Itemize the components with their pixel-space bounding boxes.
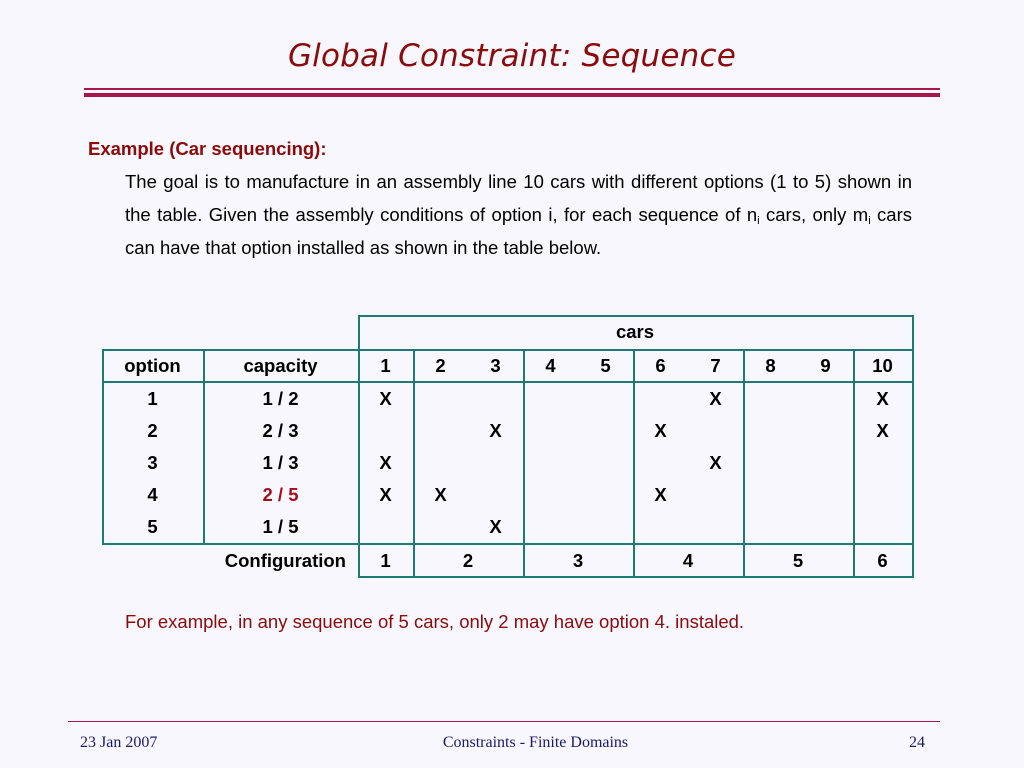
option-4: 4 <box>147 484 158 505</box>
slide-title: Global Constraint: Sequence <box>287 38 737 74</box>
mark-option-1-car-7: X <box>709 388 722 409</box>
mark-option-1-car-10: X <box>876 388 889 409</box>
mark-option-1-car-1: X <box>379 388 392 409</box>
title-rule-thin <box>84 88 940 90</box>
car-number-10: 10 <box>872 355 893 376</box>
car-number-3: 3 <box>490 355 501 376</box>
car-number-5: 5 <box>600 355 611 376</box>
capacity-header: capacity <box>243 355 318 376</box>
configuration-2: 2 <box>462 550 474 571</box>
configuration-4: 4 <box>682 550 694 571</box>
mark-option-3-car-1: X <box>379 452 392 473</box>
configuration-3: 3 <box>572 550 584 571</box>
cars-header: cars <box>615 321 655 342</box>
footer-title: Constraints - Finite Domains <box>442 734 629 751</box>
car-number-9: 9 <box>820 355 831 376</box>
paragraph-text-3: cars can have that option installed as shown in the table below. <box>125 204 913 258</box>
border-pair-1 <box>413 349 415 578</box>
car-number-6: 6 <box>655 355 666 376</box>
option-header: option <box>124 355 181 376</box>
border-pair-2 <box>523 349 525 578</box>
mark-option-5-car-3: X <box>489 516 502 537</box>
capacity-option-3: 1 / 3 <box>262 452 299 473</box>
car-number-2: 2 <box>435 355 446 376</box>
footer-page-number: 24 <box>909 734 925 751</box>
footer-date: 23 Jan 2007 <box>80 734 158 751</box>
capacity-option-4: 2 / 5 <box>262 484 299 505</box>
border-right <box>912 315 914 578</box>
car-number-1: 1 <box>380 355 391 376</box>
mark-option-2-car-10: X <box>876 420 889 441</box>
footer-rule <box>68 721 940 722</box>
border-pair-4 <box>743 349 745 578</box>
mark-option-3-car-7: X <box>709 452 722 473</box>
subscript-i-n: i <box>757 215 760 227</box>
mark-option-2-car-6: X <box>654 420 667 441</box>
mark-option-4-car-1: X <box>379 484 392 505</box>
capacity-option-1: 1 / 2 <box>262 388 299 409</box>
option-5: 5 <box>147 516 158 537</box>
mark-option-4-car-2: X <box>434 484 447 505</box>
title-rule-thick <box>84 93 940 97</box>
mark-option-4-car-6: X <box>654 484 667 505</box>
option-3: 3 <box>147 452 158 473</box>
configuration-label: Configuration <box>224 550 346 571</box>
example-heading: Example (Car sequencing): <box>88 138 327 159</box>
description-paragraph <box>125 165 912 264</box>
border-option-capacity <box>203 349 205 545</box>
mark-option-2-car-3: X <box>489 420 502 441</box>
capacity-option-5: 1 / 5 <box>262 516 299 537</box>
paragraph-text-1: The goal is to manufacture in an assembly line 10 cars with different options (1 to 5) shown in the table. Given the assembly conditions of option i, for each sequence of n <box>125 171 912 225</box>
capacity-option-2: 2 / 3 <box>262 420 299 441</box>
paragraph-text-2: cars, only m <box>759 204 869 225</box>
subscript-i-m: i <box>868 215 871 227</box>
border-pair-3 <box>633 349 635 578</box>
option-1: 1 <box>147 388 158 409</box>
car-number-4: 4 <box>545 355 556 376</box>
configuration-6: 6 <box>877 550 888 571</box>
configuration-1: 1 <box>380 550 391 571</box>
option-2: 2 <box>147 420 158 441</box>
car-number-7: 7 <box>710 355 721 376</box>
configuration-5: 5 <box>792 550 804 571</box>
example-footnote: For example, in any sequence of 5 cars, only 2 may have option 4. instaled. <box>125 611 745 632</box>
car-number-8: 8 <box>765 355 776 376</box>
